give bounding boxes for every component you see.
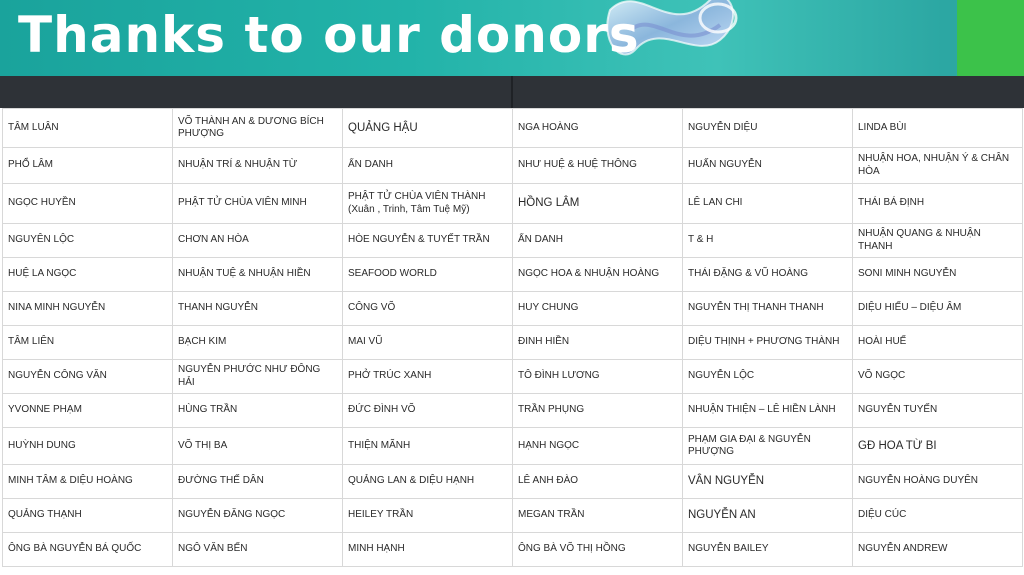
donor-cell: T & H — [683, 224, 853, 258]
donor-cell: SEAFOOD WORLD — [343, 258, 513, 292]
donor-cell: GĐ HOA TỪ BI — [853, 428, 1023, 465]
donor-cell: LINDA BÙI — [853, 109, 1023, 148]
donor-cell: THÁI ĐẶNG & VŨ HOÀNG — [683, 258, 853, 292]
table-row — [3, 184, 1023, 224]
donor-cell: MAI VŨ — [343, 326, 513, 360]
donor-cell: NGUYỄN ĐĂNG NGỌC — [173, 499, 343, 533]
donor-cell: NGUYỄN AN — [683, 499, 853, 533]
donor-cell: ÔNG BÀ NGUYỄN BÁ QUỐC — [3, 533, 173, 567]
donor-cell: QUẢNG THẠNH — [3, 499, 173, 533]
donor-cell: ÔNG BÀ VÕ THỊ HỒNG — [513, 533, 683, 567]
table-row — [3, 292, 1023, 326]
donor-cell: NGỌC HOA & NHUẬN HOÀNG — [513, 258, 683, 292]
page-title: Thanks to our donors — [18, 6, 640, 64]
accent-block — [957, 0, 1024, 76]
donor-cell: NHUẬN QUANG & NHUẬN THANH — [853, 224, 1023, 258]
donor-cell: NHUẬN TUỆ & NHUẬN HIỀN — [173, 258, 343, 292]
donor-cell: NHUẬN HOA, NHUẬN Ý & CHÂN HÒA — [853, 148, 1023, 184]
donor-cell: NGUYỄN LỘC — [683, 360, 853, 394]
donor-cell: PHẠM GIA ĐẠI & NGUYỄN PHƯỢNG — [683, 428, 853, 465]
table-row — [3, 109, 1023, 148]
donor-cell: NHUẬN TRÍ & NHUẬN TỪ — [173, 148, 343, 184]
donor-cell: PHẬT TỬ CHÙA VIÊN MINH — [173, 184, 343, 224]
donor-cell: MINH TÂM & DIỆU HOÀNG — [3, 465, 173, 499]
donor-cell: HEILEY TRẦN — [343, 499, 513, 533]
donor-cell: HUẤN NGUYỄN — [683, 148, 853, 184]
donor-cell: PHẬT TỬ CHÙA VIÊN THÀNH (Xuân , Trinh, Tâm Tuệ Mỹ) — [343, 184, 513, 224]
donor-banner — [0, 0, 1024, 76]
donor-cell: LÊ LAN CHI — [683, 184, 853, 224]
table-row — [3, 499, 1023, 533]
donor-cell: THIỆN MÃNH — [343, 428, 513, 465]
donor-cell: YVONNE PHẠM — [3, 394, 173, 428]
donor-cell: SONI MINH NGUYỄN — [853, 258, 1023, 292]
donor-cell: NINA MINH NGUYỄN — [3, 292, 173, 326]
donor-cell: VÕ THÀNH AN & DƯƠNG BÍCH PHƯỢNG — [173, 109, 343, 148]
donor-cell: HỒNG LÂM — [513, 184, 683, 224]
donor-cell: VÕ NGỌC — [853, 360, 1023, 394]
donor-cell: THANH NGUYỄN — [173, 292, 343, 326]
donor-cell: LÊ ANH ĐÀO — [513, 465, 683, 499]
table-row — [3, 326, 1023, 360]
donor-cell: HUY CHUNG — [513, 292, 683, 326]
donor-cell: TÂM LUÂN — [3, 109, 173, 148]
donor-cell: TÔ ĐÌNH LƯƠNG — [513, 360, 683, 394]
donor-cell: DIỆU HIẾU – DIỆU ÂM — [853, 292, 1023, 326]
donor-cell: TÂM LIÊN — [3, 326, 173, 360]
donor-cell: NGUYÊN LỘC — [3, 224, 173, 258]
donor-cell: NGUYỄN DIỆU — [683, 109, 853, 148]
donor-cell: DIỆU THỊNH + PHƯƠNG THÀNH — [683, 326, 853, 360]
donor-cell: CHƠN AN HÒA — [173, 224, 343, 258]
donor-cell: QUẢNG LAN & DIỆU HẠNH — [343, 465, 513, 499]
donor-cell: ẨN DANH — [343, 148, 513, 184]
donor-cell: ẨN DANH — [513, 224, 683, 258]
donor-cell: NGUYỄN BAILEY — [683, 533, 853, 567]
table-row — [3, 360, 1023, 394]
donor-cell: QUẢNG HẬU — [343, 109, 513, 148]
donor-cell: NHUẬN THIỆN – LÊ HIỀN LÀNH — [683, 394, 853, 428]
donor-cell: PHỞ TRÚC XANH — [343, 360, 513, 394]
donor-cell: HẠNH NGỌC — [513, 428, 683, 465]
table-row — [3, 258, 1023, 292]
donor-cell: TRẦN PHỤNG — [513, 394, 683, 428]
donor-cell: NGUYỄN CÔNG VĂN — [3, 360, 173, 394]
donor-cell: NGÔ VĂN BẾN — [173, 533, 343, 567]
donor-cell: NGUYỄN PHƯỚC NHƯ ĐÔNG HẢI — [173, 360, 343, 394]
donor-cell: HOÀI HUẾ — [853, 326, 1023, 360]
donor-cell: THÁI BÁ ĐỊNH — [853, 184, 1023, 224]
donor-cell: DIỆU CÚC — [853, 499, 1023, 533]
table-row — [3, 533, 1023, 567]
table-row — [3, 465, 1023, 499]
donor-cell: NGUYỄN ANDREW — [853, 533, 1023, 567]
donor-cell: HUỲNH DUNG — [3, 428, 173, 465]
donor-cell: VÂN NGUYỄN — [683, 465, 853, 499]
table-row — [3, 224, 1023, 258]
donor-cell: NGUYỄN THỊ THANH THANH — [683, 292, 853, 326]
donor-cell: VÕ THỊ BA — [173, 428, 343, 465]
donor-cell: HUỆ LA NGỌC — [3, 258, 173, 292]
donor-cell: PHỔ LÂM — [3, 148, 173, 184]
table-row — [3, 394, 1023, 428]
donor-cell: ĐINH HIỀN — [513, 326, 683, 360]
donor-cell: NGỌC HUYỀN — [3, 184, 173, 224]
table-row — [3, 148, 1023, 184]
donor-cell: NGUYỄN HOÀNG DUYÊN — [853, 465, 1023, 499]
header-divider — [511, 76, 513, 108]
donor-cell: ĐƯỜNG THẾ DÂN — [173, 465, 343, 499]
donor-cell: HÙNG TRẦN — [173, 394, 343, 428]
donor-cell: MEGAN TRẦN — [513, 499, 683, 533]
donor-cell: MINH HẠNH — [343, 533, 513, 567]
donor-cell: NHƯ HUỆ & HUỆ THÔNG — [513, 148, 683, 184]
donor-cell: CÔNG VÕ — [343, 292, 513, 326]
table-row — [3, 428, 1023, 465]
donor-cell: ĐỨC ĐÌNH VÕ — [343, 394, 513, 428]
donor-table — [2, 108, 1023, 567]
donor-cell: BẠCH KIM — [173, 326, 343, 360]
donor-cell: NGUYỄN TUYẾN — [853, 394, 1023, 428]
donor-cell: HÒE NGUYỄN & TUYẾT TRẦN — [343, 224, 513, 258]
donor-cell: NGA HOÀNG — [513, 109, 683, 148]
